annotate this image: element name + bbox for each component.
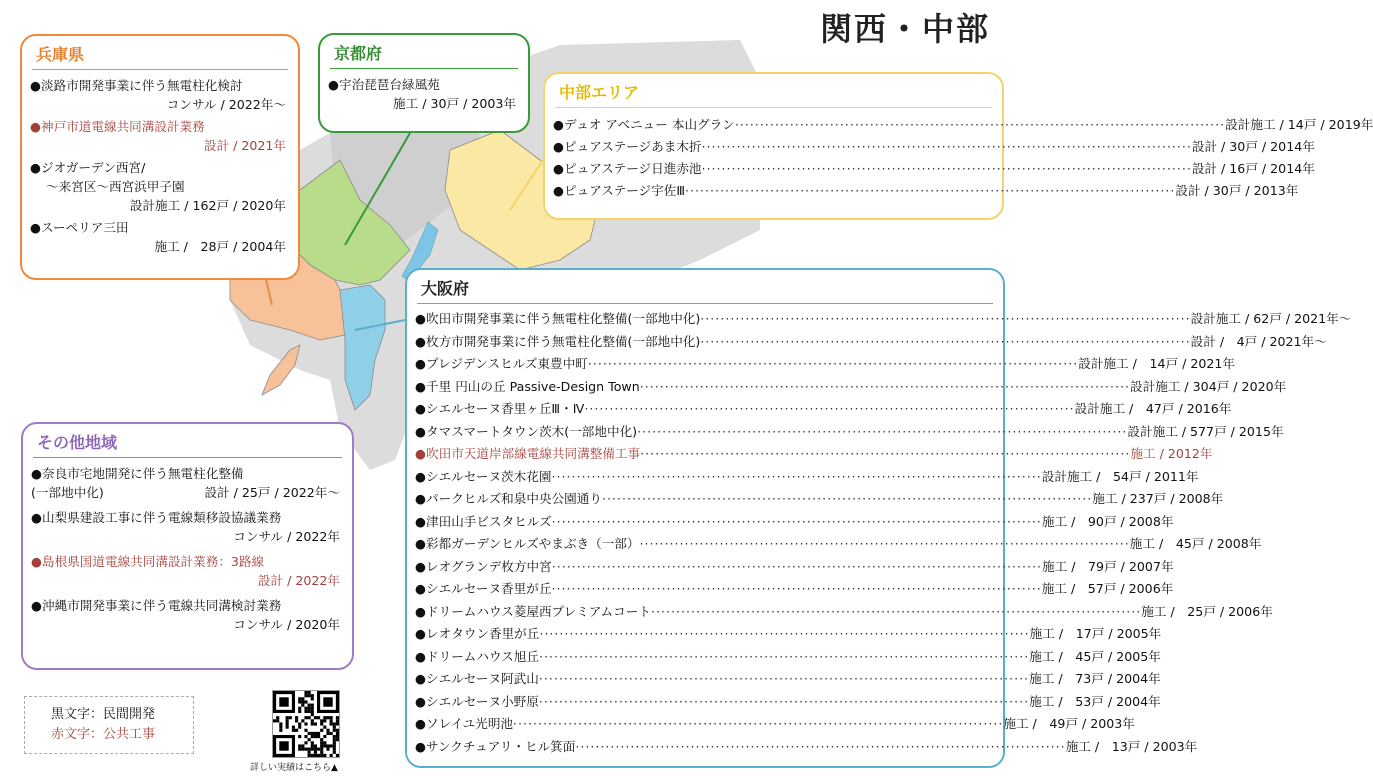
item-detail: 設計 / 30戸 / 2014年 bbox=[1191, 139, 1315, 154]
item-detail: 施工 / 17戸 / 2005年 bbox=[1029, 626, 1162, 641]
leader-dots bbox=[552, 511, 1042, 534]
item-detail: 設計施工 / 304戸 / 2020年 bbox=[1130, 378, 1287, 394]
item-detail: 設計施工 / 14戸 / 2021年 bbox=[1078, 356, 1235, 371]
item-detail: コンサル / 2022年～ bbox=[166, 97, 286, 112]
other-box bbox=[21, 422, 354, 670]
item-detail: 設計施工 / 577戸 / 2015年 bbox=[1127, 423, 1284, 439]
item-name: 津田山手ビスタヒルズ bbox=[426, 513, 552, 529]
list-item: ●ジオガーデン西宮/ ～来宮区～西宮浜甲子園 設計施工 / 162戸 / 2020年 bbox=[30, 158, 290, 215]
item-name: シエルセーヌ阿武山 bbox=[426, 671, 539, 686]
item-name: ドリームハウス菱屋西プレミアムコート bbox=[426, 603, 651, 619]
list-item: ●島根県国道電線共同溝設計業務：3路線 設計 / 2022年 bbox=[31, 552, 344, 590]
item-name: サンクチュアリ・ヒル箕面 bbox=[426, 738, 576, 754]
item-name: ピュアステージあま木折 bbox=[564, 139, 702, 154]
list-item: ● ピュアステージ宇佐Ⅲ ····· 設計 / 30戸 / 2013年 bbox=[553, 180, 994, 202]
item-name: 吹田市天道岸部線電線共同溝整備工事 bbox=[426, 446, 641, 461]
kyoto-list bbox=[320, 69, 528, 113]
item-detail: 設計施工 / 47戸 / 2016年 bbox=[1074, 401, 1232, 416]
list-item: ● プレジデンスヒルズ東豊中町 ····· 設計施工 / 14戸 / 2021年 bbox=[415, 353, 995, 376]
item-name: レオグランデ枚方中宮 bbox=[426, 558, 552, 574]
other-list bbox=[23, 458, 352, 634]
item-detail: コンサル / 2022年 bbox=[233, 529, 340, 544]
item-name: ピュアステージ日進赤池 bbox=[564, 161, 702, 176]
item-detail: 施工 / 73戸 / 2004年 bbox=[1029, 671, 1161, 686]
list-item: ● レオタウン香里が丘 ····· 施工 / 17戸 / 2005年 bbox=[415, 623, 995, 646]
item-name: 宇治琵琶台緑風苑 bbox=[339, 77, 440, 92]
leader-dots bbox=[640, 376, 1130, 399]
leader-dots bbox=[651, 601, 1141, 624]
leader-dots bbox=[539, 668, 1029, 691]
list-item: ●奈良市宅地開発に伴う無電柱化整備 (一部地中化) 設計 / 25戸 / 2022年～ bbox=[31, 466, 340, 500]
leader-dots bbox=[551, 578, 1041, 601]
list-item: ● 彩都ガーデンヒルズやまぶき（一部） ····· 施工 / 45戸 / 2008年 bbox=[415, 533, 995, 556]
item-name: シエルセーヌ香里ヶ丘Ⅲ・Ⅳ bbox=[426, 401, 585, 416]
item-name: 神戸市道電線共同溝設計業務 bbox=[41, 119, 205, 134]
item-detail: 施工 / 237戸 / 2008年 bbox=[1092, 491, 1224, 506]
item-detail: 設計 / 25戸 / 2022年～ bbox=[204, 485, 340, 500]
list-item: ● ソレイユ光明池 ····· 施工 / 49戸 / 2003年 bbox=[415, 713, 995, 736]
chubu-title: 中部エリア bbox=[559, 83, 640, 102]
list-item: ● シエルセーヌ茨木花園 ····· 設計施工 / 54戸 / 2011年 bbox=[415, 466, 995, 489]
list-item: ● ドリームハウス旭丘 ····· 施工 / 45戸 / 2005年 bbox=[415, 646, 995, 669]
hyogo-box bbox=[20, 34, 300, 280]
chubu-box bbox=[543, 72, 1373, 220]
list-item: ● レオグランデ枚方中宮 ····· 施工 / 79戸 / 2007年 bbox=[415, 556, 995, 579]
item-detail: 設計施工 / 54戸 / 2011年 bbox=[1041, 468, 1199, 484]
list-item: ● シエルセーヌ香里ヶ丘Ⅲ・Ⅳ ····· 設計施工 / 47戸 / 2016年 bbox=[415, 398, 995, 421]
item-name: 吹田市開発事業に伴う無電柱化整備(一部地中化) bbox=[426, 311, 701, 326]
list-item: ● ピュアステージあま木折 ····· 設計 / 30戸 / 2014年 bbox=[553, 136, 994, 158]
list-item: ● 津田山手ビスタヒルズ ····· 施工 / 90戸 / 2008年 bbox=[415, 511, 995, 534]
item-name: プレジデンスヒルズ東豊中町 bbox=[426, 356, 588, 371]
item-name: パークヒルズ和泉中央公園通り bbox=[426, 491, 602, 506]
list-item: ● サンクチュアリ・ヒル箕面 ····· 施工 / 13戸 / 2003年 bbox=[415, 736, 995, 759]
qr-caption: 詳しい実績はこちら▲ bbox=[250, 763, 338, 773]
chubu-list bbox=[545, 108, 1373, 202]
item-detail: 設計 / 30戸 / 2013年 bbox=[1175, 183, 1299, 198]
list-item: ● シエルセーヌ阿武山 ····· 施工 / 73戸 / 2004年 bbox=[415, 668, 995, 691]
page-title: 関西・中部 bbox=[819, 10, 990, 48]
leader-dots bbox=[575, 736, 1065, 759]
osaka-list bbox=[407, 304, 1352, 758]
leader-dots bbox=[602, 488, 1092, 511]
leader-dots bbox=[700, 331, 1190, 354]
item-name: 奈良市宅地開発に伴う無電柱化整備 bbox=[42, 466, 244, 481]
list-item: ● デュオ アベニュー 本山グラン ····· 設計施工 / 14戸 / 2019年 bbox=[553, 114, 994, 136]
list-item: ● タマスマートタウン茨木(一部地中化) ····· 設計施工 / 577戸 / 2015年 bbox=[415, 421, 995, 444]
item-detail: コンサル / 2020年 bbox=[233, 617, 340, 632]
item-detail: 施工 / 49戸 / 2003年 bbox=[1003, 716, 1135, 731]
osaka-title: 大阪府 bbox=[421, 279, 470, 298]
item-subname: (一部地中化) bbox=[31, 485, 104, 500]
legend-public: 赤文字：公共工事 bbox=[51, 727, 156, 742]
leader-dots bbox=[637, 421, 1127, 444]
list-item: ●宇治琵琶台緑風苑 施工 / 30戸 / 2003年 bbox=[328, 75, 520, 113]
item-detail: 施工 / 30戸 / 2003年 bbox=[393, 96, 516, 111]
item-name: タマスマートタウン茨木(一部地中化) bbox=[426, 423, 638, 439]
leader-dots bbox=[552, 556, 1042, 579]
qr-code[interactable] bbox=[272, 690, 340, 758]
item-detail: 施工 / 28戸 / 2004年 bbox=[154, 239, 286, 254]
item-name: デュオ アベニュー 本山グラン bbox=[564, 117, 735, 132]
list-item: ● パークヒルズ和泉中央公園通り ····· 施工 / 237戸 / 2008年 bbox=[415, 488, 995, 511]
list-item: ● 枚方市開発事業に伴う無電柱化整備(一部地中化) ····· 設計 / 4戸 / 2021年～ bbox=[415, 331, 995, 354]
list-item: ● ドリームハウス菱屋西プレミアムコート ····· 施工 / 25戸 / 2006年 bbox=[415, 601, 995, 624]
item-detail: 設計 / 2022年 bbox=[257, 573, 340, 588]
item-detail: 施工 / 57戸 / 2006年 bbox=[1041, 581, 1174, 596]
kyoto-box bbox=[318, 33, 530, 133]
item-detail: 施工 / 45戸 / 2005年 bbox=[1029, 648, 1161, 664]
item-detail: 設計施工 / 14戸 / 2019年 bbox=[1225, 117, 1373, 132]
item-name: 彩都ガーデンヒルズやまぶき（一部） bbox=[426, 536, 640, 551]
leader-dots bbox=[539, 646, 1029, 669]
item-detail: 設計施工 / 162戸 / 2020年 bbox=[129, 198, 286, 213]
item-name: ドリームハウス旭丘 bbox=[426, 648, 539, 664]
leader-dots bbox=[584, 398, 1074, 421]
leader-dots bbox=[639, 533, 1129, 556]
list-item: ● ピュアステージ日進赤池 ····· 設計 / 16戸 / 2014年 bbox=[553, 158, 994, 180]
leader-dots bbox=[513, 713, 1003, 736]
list-item: ● 吹田市天道岸部線電線共同溝整備工事 ····· 施工 / 2012年 bbox=[415, 443, 995, 466]
item-detail: 施工 / 45戸 / 2008年 bbox=[1129, 536, 1262, 551]
item-name: 千里 円山の丘 Passive-Design Town bbox=[426, 378, 640, 394]
hyogo-title: 兵庫県 bbox=[36, 45, 85, 64]
leader-dots bbox=[685, 180, 1175, 202]
item-detail: 施工 / 90戸 / 2008年 bbox=[1041, 513, 1174, 529]
list-item: ● 吹田市開発事業に伴う無電柱化整備(一部地中化) ····· 設計施工 / 62戸 / 2021年～ bbox=[415, 308, 995, 331]
list-item: ● シエルセーヌ小野原 ····· 施工 / 53戸 / 2004年 bbox=[415, 691, 995, 714]
item-name: 枚方市開発事業に伴う無電柱化整備(一部地中化) bbox=[426, 333, 701, 349]
item-detail: 施工 / 53戸 / 2004年 bbox=[1029, 693, 1161, 709]
item-subname: ～来宮区～西宮浜甲子園 bbox=[46, 179, 185, 194]
item-name: 島根県国道電線共同溝設計業務：3路線 bbox=[42, 554, 265, 569]
list-item: ●神戸市道電線共同溝設計業務 設計 / 2021年 bbox=[30, 117, 290, 155]
leader-dots bbox=[539, 623, 1029, 646]
item-name: ジオガーデン西宮/ bbox=[41, 160, 146, 175]
item-name: シエルセーヌ茨木花園 bbox=[426, 468, 552, 484]
item-name: 沖縄市開発事業に伴う電線共同溝検討業務 bbox=[42, 598, 282, 613]
item-name: 山梨県建設工事に伴う電線類移設協議業務 bbox=[42, 510, 282, 525]
item-name: レオタウン香里が丘 bbox=[426, 626, 540, 641]
item-name: シエルセーヌ小野原 bbox=[426, 693, 539, 709]
leader-dots bbox=[702, 136, 1192, 158]
leader-dots bbox=[551, 466, 1041, 489]
other-title: その他地域 bbox=[37, 433, 118, 452]
osaka-box bbox=[405, 268, 1352, 768]
leader-dots bbox=[735, 114, 1225, 136]
item-detail: 設計 / 16戸 / 2014年 bbox=[1191, 161, 1315, 176]
leader-dots bbox=[640, 443, 1130, 466]
hyogo-list bbox=[22, 70, 298, 256]
list-item: ● 千里 円山の丘 Passive-Design Town ····· 設計施工 / 304戸 / 2020年 bbox=[415, 376, 995, 399]
item-name: 淡路市開発事業に伴う無電柱化検討 bbox=[41, 78, 243, 93]
item-name: ソレイユ光明池 bbox=[426, 716, 514, 731]
item-detail: 施工 / 79戸 / 2007年 bbox=[1042, 558, 1174, 574]
item-name: スーペリア三田 bbox=[41, 220, 129, 235]
item-detail: 設計施工 / 62戸 / 2021年～ bbox=[1190, 311, 1352, 326]
list-item: ●淡路市開発事業に伴う無電柱化検討 コンサル / 2022年～ bbox=[30, 76, 290, 114]
legend bbox=[24, 696, 194, 754]
item-detail: 施工 / 13戸 / 2003年 bbox=[1065, 738, 1198, 754]
leader-dots bbox=[588, 353, 1078, 376]
leader-dots bbox=[700, 308, 1190, 331]
item-detail: 設計 / 2021年 bbox=[203, 138, 286, 153]
item-detail: 施工 / 25戸 / 2006年 bbox=[1141, 603, 1273, 619]
item-name: シエルセーヌ香里が丘 bbox=[426, 581, 552, 596]
leader-dots bbox=[702, 158, 1192, 180]
item-name: ピュアステージ宇佐Ⅲ bbox=[564, 183, 686, 198]
list-item: ●沖縄市開発事業に伴う電線共同溝検討業務 コンサル / 2020年 bbox=[31, 596, 344, 634]
list-item: ● シエルセーヌ香里が丘 ····· 施工 / 57戸 / 2006年 bbox=[415, 578, 995, 601]
list-item: ●スーペリア三田 施工 / 28戸 / 2004年 bbox=[30, 218, 290, 256]
list-item: ●山梨県建設工事に伴う電線類移設協議業務 コンサル / 2022年 bbox=[31, 508, 344, 546]
legend-private: 黒文字：民間開発 bbox=[51, 707, 156, 722]
leader-dots bbox=[539, 691, 1029, 714]
item-detail: 設計 / 4戸 / 2021年～ bbox=[1190, 333, 1327, 349]
kyoto-title: 京都府 bbox=[334, 44, 383, 63]
item-detail: 施工 / 2012年 bbox=[1130, 446, 1213, 461]
